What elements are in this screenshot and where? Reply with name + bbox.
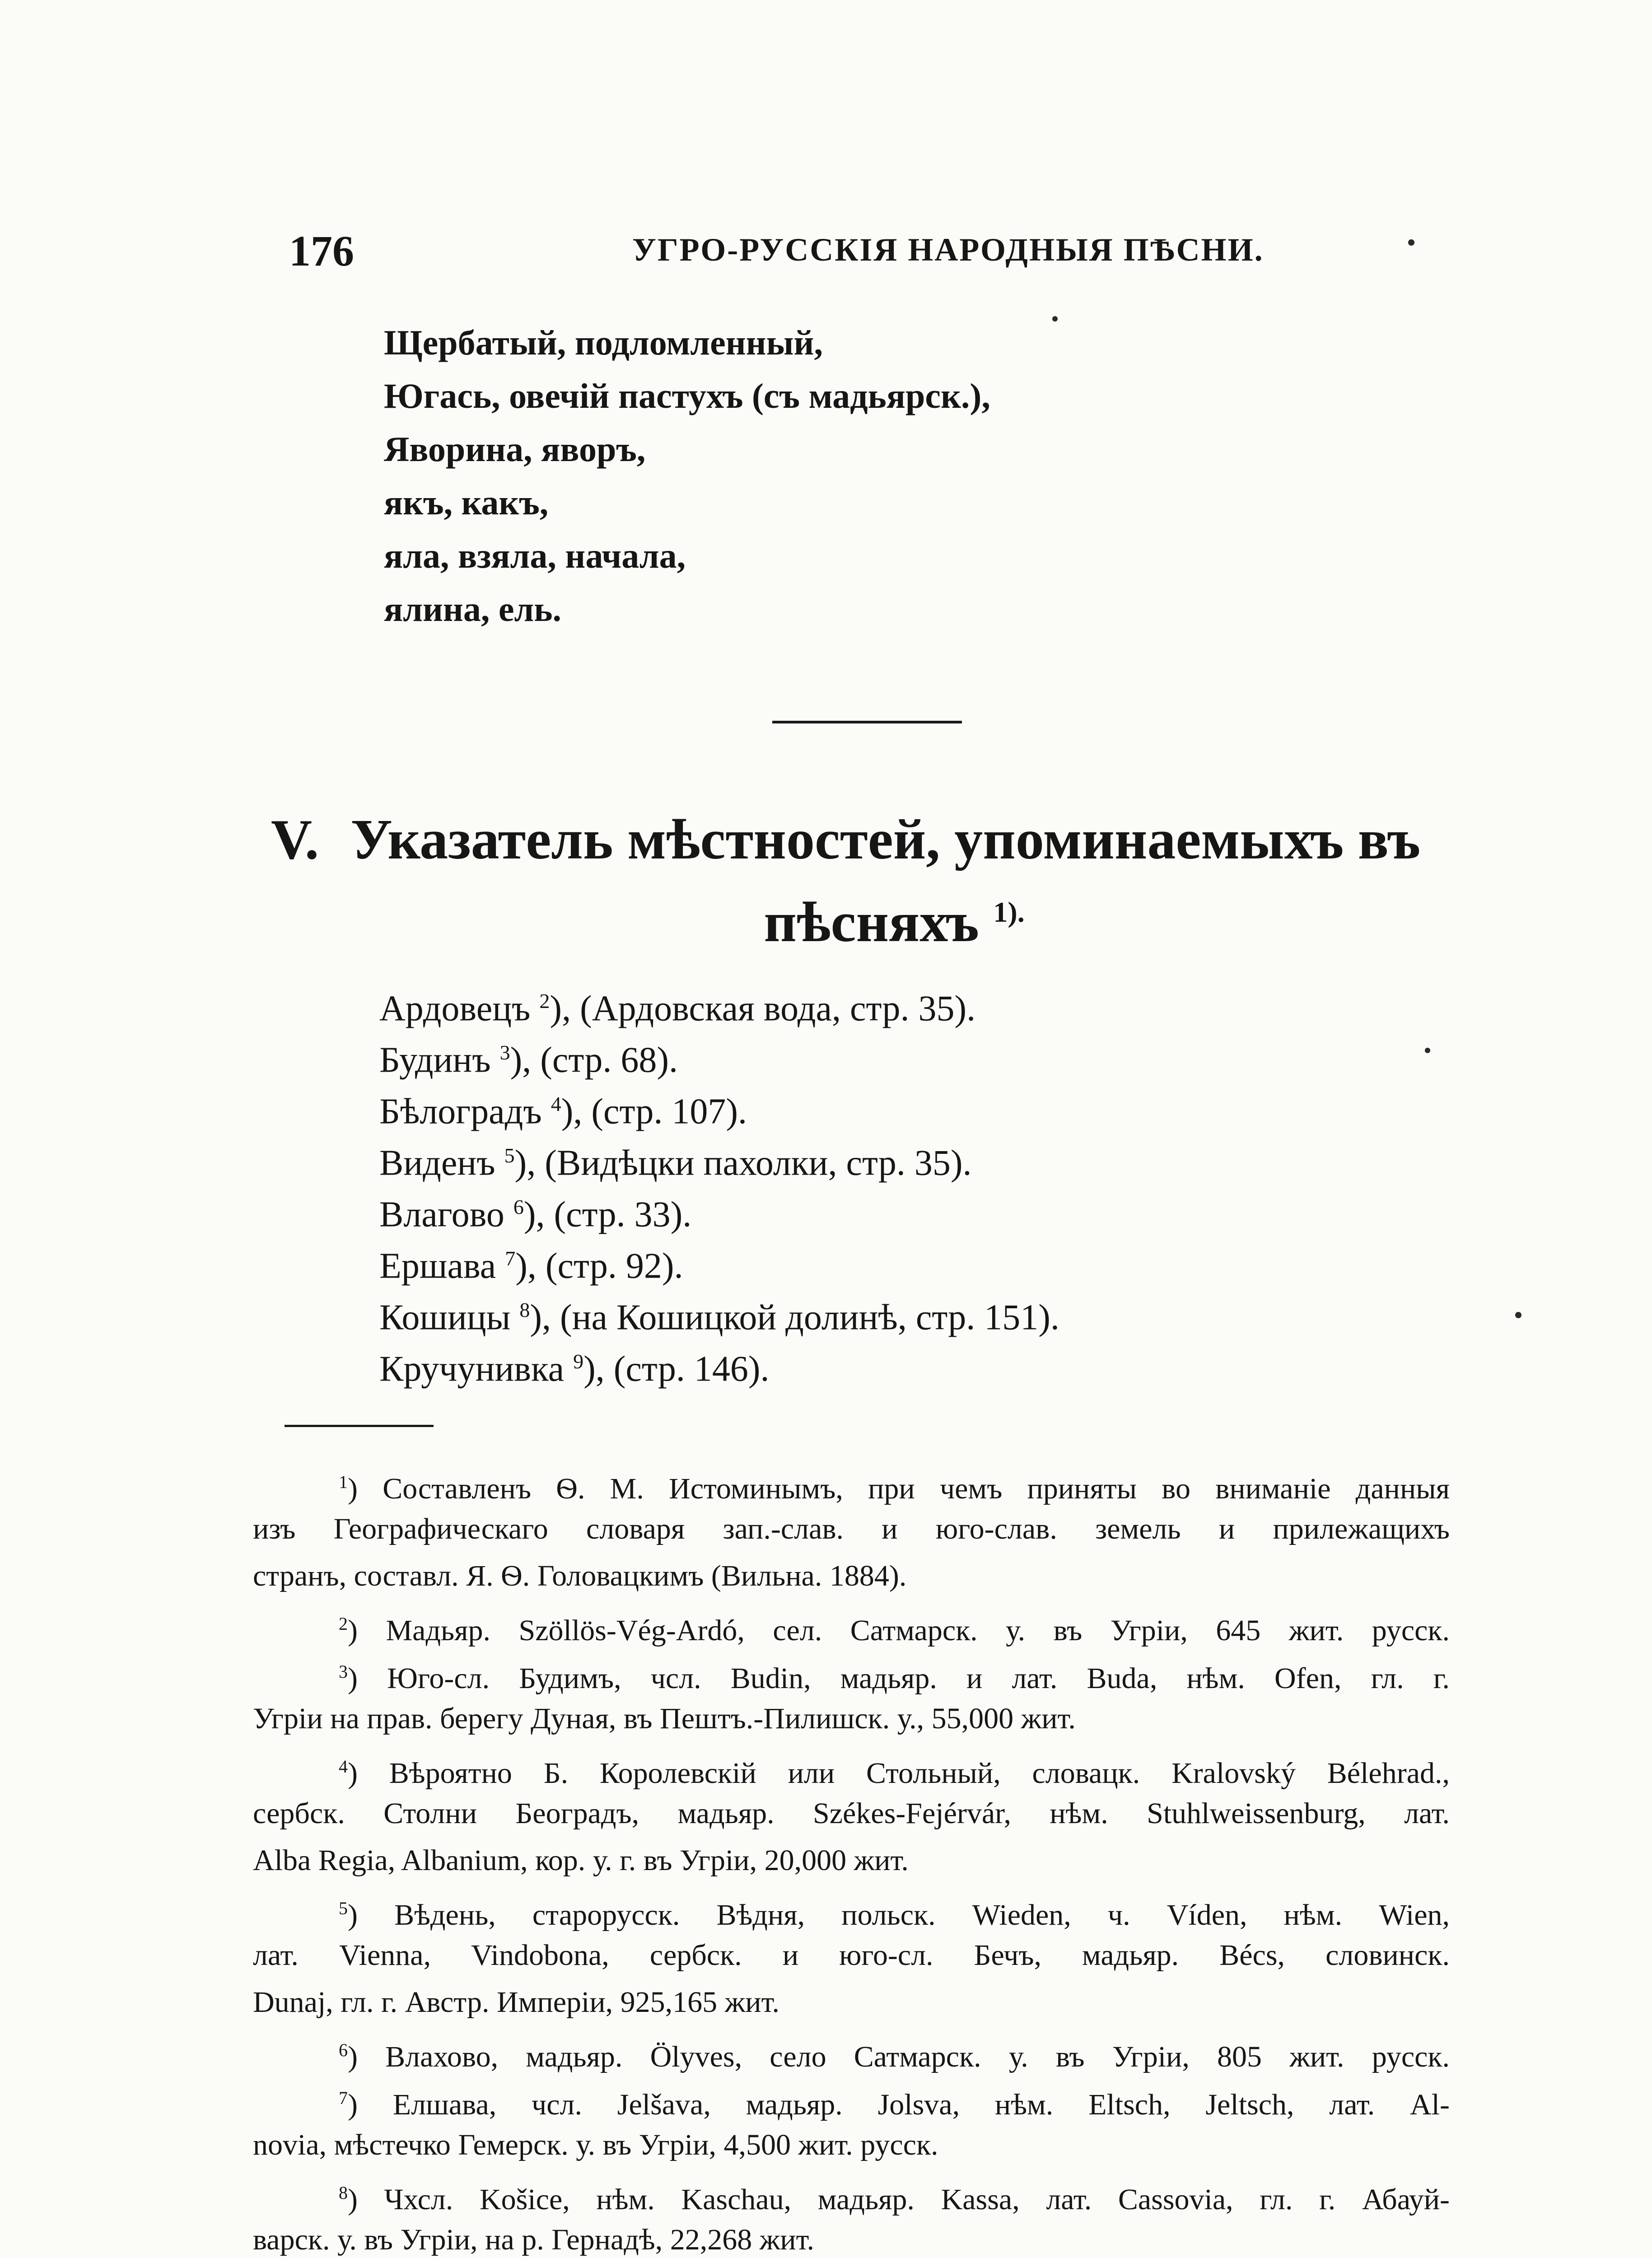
- glossary-line: яла, взяла, начала,: [384, 536, 686, 575]
- scan-speck: [1515, 1312, 1521, 1318]
- running-title: УГРО-РУССКІЯ НАРОДНЫЯ ПѢСНИ.: [632, 232, 1264, 268]
- footnote-mark: 4: [339, 1756, 348, 1777]
- footnote: [253, 1459, 1450, 1600]
- footnote-mark: 1: [339, 1472, 348, 1492]
- footnote: [253, 2075, 1450, 2169]
- index-term: Ершава: [379, 1246, 496, 1286]
- footnote-ref: 5: [504, 1144, 515, 1167]
- glossary-line: якъ, какъ,: [384, 483, 549, 522]
- footnote: [253, 1743, 1450, 1884]
- index-text: ), (на Кошицкой долинѣ, стр. 151).: [530, 1297, 1059, 1338]
- index-term: Кошицы: [379, 1297, 511, 1338]
- section-title-note: 1).: [993, 896, 1025, 928]
- section-title-text-2: пѣсняхъ: [764, 891, 979, 954]
- index-term: Влагово: [379, 1194, 504, 1235]
- section-divider: [772, 721, 962, 723]
- footnote-text: ) Вѣроятно Б. Королевскій или Стольный, словацк. Kralovský Bélehrad.,: [348, 1757, 1450, 1790]
- scan-speck: [1052, 316, 1058, 322]
- scan-speck: [1425, 1048, 1430, 1053]
- footnote-mark: 5: [339, 1898, 348, 1918]
- footnote-line: [253, 1648, 1450, 1695]
- footnote-line: лат. Vienna, Vindobona, сербск. и юго-сл. Бечъ, мадьяр. Bécs, словинск.: [253, 1939, 1450, 1972]
- footnote-line: novia, мѣстечко Гемерск. у. въ Угріи, 4,500 жит. русск.: [253, 2128, 938, 2161]
- footnote-line: Угріи на прав. берегу Дуная, въ Пештъ.-Пилишск. у., 55,000 жит.: [253, 1702, 1076, 1735]
- index-entry: [379, 1181, 1463, 1233]
- footnote-line: странъ, составл. Я. Ѳ. Головацкимъ (Вильна. 1884).: [253, 1559, 907, 1592]
- footnote-ref: 7: [505, 1247, 516, 1270]
- section-title-line-1: [271, 804, 1463, 876]
- footnote-line: Dunaj, гл. г. Австр. Имперіи, 925,165 жит.: [253, 1986, 779, 2019]
- index-entry: [379, 1027, 1463, 1078]
- section-title-text: Указатель мѣстностей, упоминаемыхъ въ: [350, 808, 1421, 871]
- footnote-line: Alba Regia, Albanium, кор. у. г. въ Угріи, 20,000 жит.: [253, 1844, 909, 1877]
- footnote-line: варск. у. въ Угріи, на р. Гернадѣ, 22,268 жит.: [253, 2223, 815, 2256]
- glossary-list: [384, 316, 1287, 636]
- footnote-ref: 6: [513, 1195, 524, 1218]
- index-entry: [379, 1233, 1463, 1284]
- index-term: Ардовецъ: [379, 989, 531, 1029]
- index-text: ), (стр. 107).: [561, 1092, 747, 1132]
- footnote: [253, 1648, 1450, 1742]
- footnote-ref: 4: [551, 1092, 561, 1115]
- footnote-line: изъ Географическаго словаря зап.-слав. и юго-слав. земель и прилежащихъ: [253, 1512, 1450, 1545]
- footnote-line: [253, 1459, 1450, 1506]
- footnote: [253, 2169, 1450, 2258]
- index-text: ), (стр. 146).: [583, 1349, 770, 1389]
- footnote-ref: 3: [499, 1041, 510, 1064]
- index-entry: [379, 1078, 1463, 1130]
- footnote: [253, 1885, 1450, 2026]
- footnote-text: ) Юго-сл. Будимъ, чсл. Budin, мадьяр. и лат. Buda, нѣм. Ofen, гл. г.: [348, 1662, 1450, 1695]
- index-term: Виденъ: [379, 1143, 495, 1183]
- footnote-ref: 9: [573, 1350, 584, 1373]
- footnote: [253, 2027, 1450, 2074]
- footnote-line: сербск. Столни Београдъ, мадьяр. Székes-Fejérvár, нѣм. Stuhlweissenburg, лат.: [253, 1797, 1450, 1830]
- index-text: ), (стр. 33).: [523, 1194, 692, 1235]
- footnote-mark: 8: [339, 2183, 348, 2203]
- footnote-line: [253, 1600, 1450, 1647]
- index-text: ), (Ардовская вода, стр. 35).: [550, 989, 976, 1029]
- footnote-line: [253, 2027, 1450, 2074]
- index-entry: [379, 1284, 1463, 1336]
- scan-speck: [1408, 239, 1414, 246]
- running-head: [289, 226, 1445, 280]
- footnote-ref: 8: [519, 1298, 530, 1321]
- footnote-text: ) Елшава, чсл. Jelšava, мадьяр. Jolsva, нѣм. Eltsch, Jeltsch, лат. Al-: [348, 2088, 1450, 2121]
- footnote-mark: 2: [339, 1614, 348, 1634]
- footnote: [253, 1600, 1450, 1647]
- glossary-line: Щербатый, подломленный,: [384, 323, 823, 362]
- footnote-line: [253, 2169, 1450, 2216]
- section-title-line-2: [271, 876, 1463, 959]
- index-entry: [379, 1336, 1463, 1387]
- footnote-text: ) Вѣдень, старорусск. Вѣдня, польск. Wieden, ч. Víden, нѣм. Wien,: [348, 1899, 1450, 1931]
- index-entry: [379, 975, 1463, 1027]
- glossary-line: Югась, овечій пастухъ (съ мадьярск.),: [384, 376, 990, 415]
- glossary-line: Яворина, яворъ,: [384, 429, 646, 469]
- index-entry: [379, 1130, 1463, 1181]
- glossary-line: ялина, ель.: [384, 589, 561, 629]
- footnote-text: ) Составленъ Ѳ. М. Истоминымъ, при чемъ приняты во вниманіе данныя: [348, 1472, 1450, 1505]
- index-term: Бѣлоградъ: [379, 1092, 542, 1132]
- footnote-mark: 7: [339, 2088, 348, 2108]
- page-number: 176: [289, 227, 354, 275]
- section-numeral: V.: [271, 808, 319, 871]
- index-text: ), (стр. 92).: [515, 1246, 683, 1286]
- index-term: Кручунивка: [379, 1349, 565, 1389]
- footnote-text: ) Чхсл. Košice, нѣм. Kaschau, мадьяр. Kassa, лат. Cassovia, гл. г. Абауй-: [348, 2183, 1450, 2216]
- index-term: Будинъ: [379, 1040, 491, 1080]
- footnote-line: [253, 2075, 1450, 2122]
- index-text: ), (стр. 68).: [510, 1040, 678, 1080]
- footnotes: [253, 1459, 1450, 2258]
- footnote-line: [253, 1885, 1450, 1932]
- footnote-ref: 2: [539, 989, 550, 1012]
- footnote-rule: [285, 1425, 434, 1427]
- section-heading: [271, 804, 1463, 959]
- index-text: ), (Видѣцки пахолки, стр. 35).: [514, 1143, 972, 1183]
- footnote-text: ) Мадьяр. Szöllös-Vég-Ardó, сел. Сатмарск. у. въ Угріи, 645 жит. русск.: [348, 1614, 1450, 1647]
- footnote-mark: 6: [339, 2040, 348, 2060]
- place-index-list: [379, 975, 1463, 1387]
- footnote-mark: 3: [339, 1661, 348, 1682]
- footnote-line: [253, 1743, 1450, 1790]
- footnote-text: ) Влахово, мадьяр. Ölyves, село Сатмарск. у. въ Угріи, 805 жит. русск.: [348, 2040, 1450, 2073]
